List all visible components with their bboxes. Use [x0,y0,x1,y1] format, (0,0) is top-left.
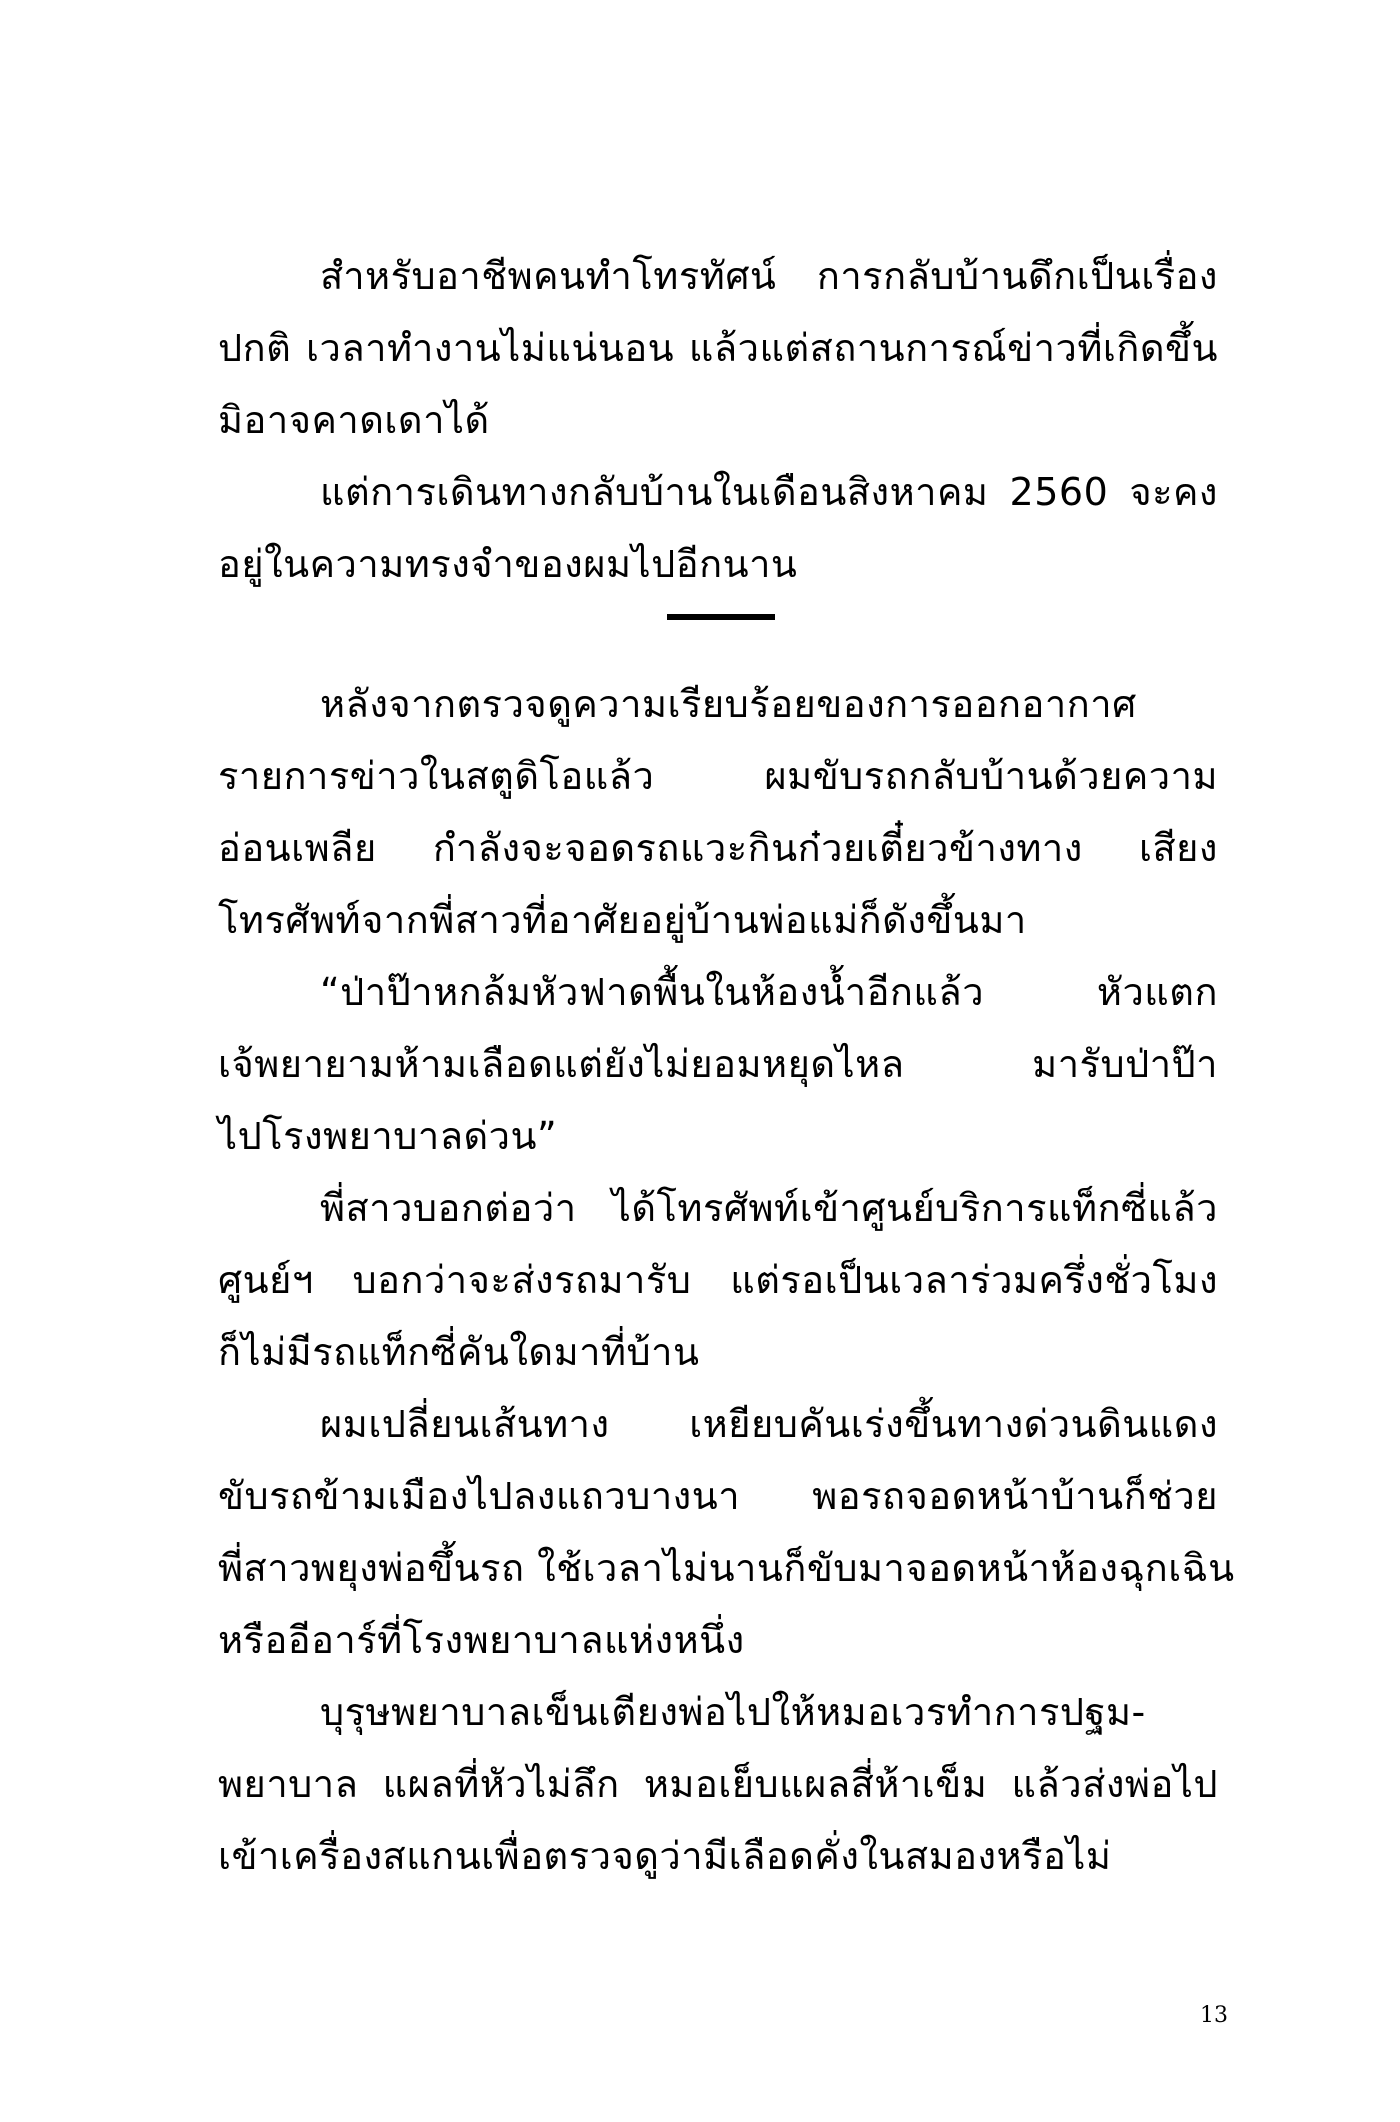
section-divider [667,614,775,620]
paragraph-line: บุรุษพยาบาลเข็นเตียงพ่อไปให้หมอเวรทำการปฐม- [320,1690,1146,1734]
paragraph-line: หลังจากตรวจดูความเรียบร้อยของการออกอากาศ [320,682,1137,726]
paragraph-line: ศูนย์ฯ บอกว่าจะส่งรถมารับ แต่รอเป็นเวลาร่วมครึ่งชั่วโมง [218,1258,1218,1302]
page-number: 13 [1200,2003,1228,2028]
paragraph-line: เข้าเครื่องสแกนเพื่อตรวจดูว่ามีเลือดคั่งในสมองหรือไม่ [218,1834,1112,1878]
paragraph-line: อยู่ในความทรงจำของผมไปอีกนาน [218,542,798,586]
paragraph-line: เจ้พยายามห้ามเลือดแต่ยังไม่ยอมหยุดไหล มารับป่าป๊า [218,1042,1218,1086]
paragraph-line: ปกติ เวลาทำงานไม่แน่นอน แล้วแต่สถานการณ์ข่าวที่เกิดขึ้น [218,326,1218,370]
paragraph-line: รายการข่าวในสตูดิโอแล้ว ผมขับรถกลับบ้านด้วยความ [218,754,1218,798]
paragraph-line: พี่สาวพยุงพ่อขึ้นรถ ใช้เวลาไม่นานก็ขับมาจอดหน้าห้องฉุกเฉิน [218,1546,1235,1590]
paragraph-line: หรืออีอาร์ที่โรงพยาบาลแห่งหนึ่ง [218,1618,745,1662]
paragraph-line: พยาบาล แผลที่หัวไม่ลึก หมอเย็บแผลสี่ห้าเข็ม แล้วส่งพ่อไป [218,1762,1218,1806]
paragraph-line: พี่สาวบอกต่อว่า ได้โทรศัพท์เข้าศูนย์บริการแท็กซี่แล้ว [320,1186,1218,1230]
paragraph-line: ขับรถข้ามเมืองไปลงแถวบางนา พอรถจอดหน้าบ้านก็ช่วย [218,1474,1218,1518]
story-section [218,668,1235,1892]
paragraph-line: มิอาจคาดเดาได้ [218,398,490,442]
paragraph-line: ผมเปลี่ยนเส้นทาง เหยียบคันเร่งขึ้นทางด่วนดินแดง [320,1402,1218,1446]
paragraph-line: อ่อนเพลีย กำลังจะจอดรถแวะกินก๋วยเตี๋ยวข้างทาง เสียง [218,826,1218,870]
opening-section [218,240,1218,600]
paragraph-line: ไปโรงพยาบาลด่วน” [218,1114,558,1158]
paragraph-line: สำหรับอาชีพคนทำโทรทัศน์ การกลับบ้านดึกเป็นเรื่อง [320,254,1218,298]
paragraph-line: “ป่าป๊าหกล้มหัวฟาดพื้นในห้องน้ำอีกแล้ว หัวแตก [320,970,1218,1014]
paragraph-line: โทรศัพท์จากพี่สาวที่อาศัยอยู่บ้านพ่อแม่ก็ดังขึ้นมา [218,898,1027,942]
paragraph-line: แต่การเดินทางกลับบ้านในเดือนสิงหาคม 2560 จะคง [320,470,1218,514]
paragraph-line: ก็ไม่มีรถแท็กซี่คันใดมาที่บ้าน [218,1330,700,1374]
